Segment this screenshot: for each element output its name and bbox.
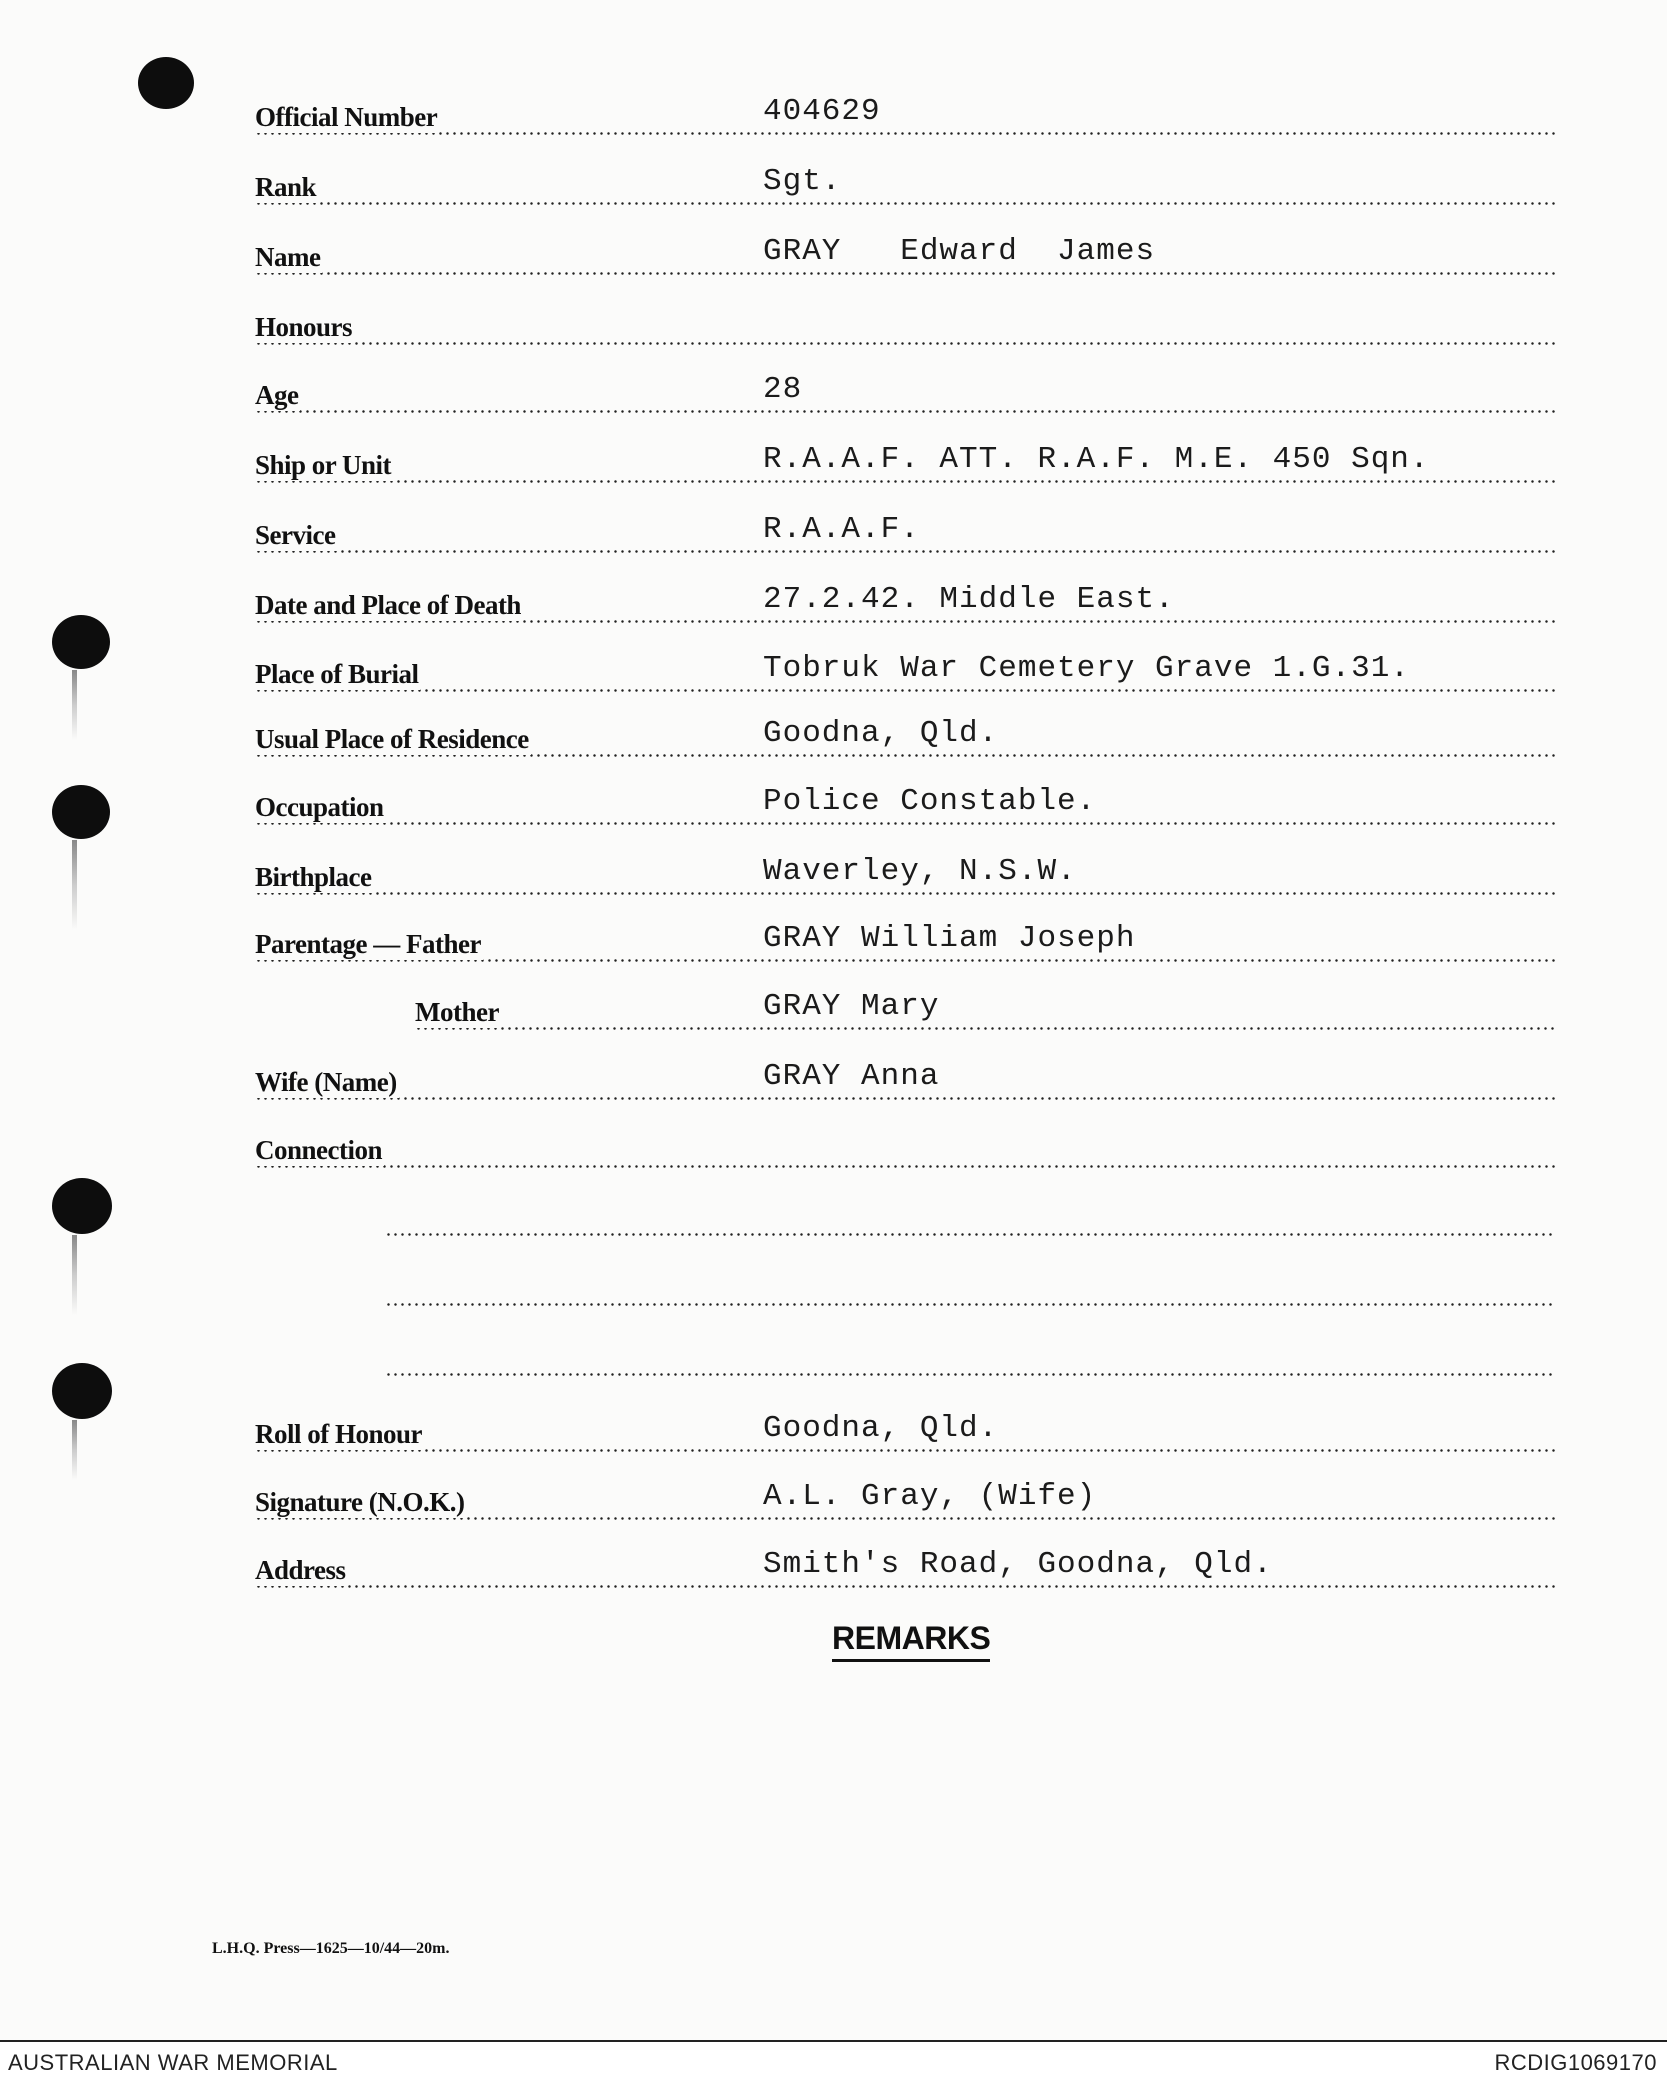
field-value: Goodna, Qld.	[763, 716, 999, 751]
field-value: Goodna, Qld.	[763, 1411, 999, 1446]
field-honours	[255, 305, 1555, 345]
dotted-leader	[255, 1585, 1555, 1588]
dotted-leader	[255, 410, 1555, 413]
dotted-leader	[255, 1449, 1555, 1452]
blank-line	[385, 1303, 1555, 1306]
field-label: Age	[255, 380, 299, 410]
field-name	[255, 235, 1555, 275]
field-value: GRAY Anna	[763, 1059, 940, 1094]
punch-hole-icon	[52, 1178, 112, 1234]
field-value: GRAY William Joseph	[763, 921, 1136, 956]
field-label: Name	[255, 242, 321, 272]
field-label: Parentage — Father	[255, 929, 481, 959]
field-label: Ship or Unit	[255, 450, 392, 480]
field-value: 27.2.42. Middle East.	[763, 582, 1175, 617]
field-label: Date and Place of Death	[255, 590, 521, 620]
field-value: Waverley, N.S.W.	[763, 854, 1077, 889]
field-date-place-of-death	[255, 583, 1555, 623]
field-value: Police Constable.	[763, 784, 1097, 819]
blank-line	[385, 1373, 1555, 1376]
field-father	[255, 922, 1555, 962]
dotted-leader	[255, 550, 1555, 553]
field-official-number	[255, 95, 1555, 135]
field-value: R.A.A.F. ATT. R.A.F. M.E. 450 Sqn.	[763, 442, 1430, 477]
punch-hole-icon	[138, 57, 194, 109]
field-label: Connection	[255, 1135, 383, 1165]
field-label: Rank	[255, 172, 317, 202]
dotted-leader	[255, 689, 1555, 692]
scan-streak	[72, 1420, 77, 1480]
field-label: Occupation	[255, 792, 384, 822]
dotted-leader	[255, 480, 1555, 483]
dotted-leader	[255, 202, 1555, 205]
field-birthplace	[255, 855, 1555, 895]
field-label: Place of Burial	[255, 659, 419, 689]
field-rank	[255, 165, 1555, 205]
field-value: GRAY Edward James	[763, 234, 1156, 269]
dotted-leader	[255, 342, 1555, 345]
dotted-leader	[255, 892, 1555, 895]
punch-hole-icon	[52, 615, 110, 669]
dotted-leader	[255, 1165, 1555, 1168]
remarks-heading: REMARKS	[832, 1620, 990, 1662]
field-label: Roll of Honour	[255, 1419, 423, 1449]
field-label: Official Number	[255, 102, 438, 132]
dotted-leader	[255, 1097, 1555, 1100]
field-age	[255, 373, 1555, 413]
scan-streak	[72, 1235, 77, 1315]
field-place-of-burial	[255, 652, 1555, 692]
dotted-leader	[415, 1027, 1555, 1030]
field-value: R.A.A.F.	[763, 512, 920, 547]
footer-record-id: RCDIG1069170	[1494, 2050, 1657, 2075]
field-address	[255, 1548, 1555, 1588]
field-service	[255, 513, 1555, 553]
field-usual-residence	[255, 717, 1555, 757]
field-connection	[255, 1128, 1555, 1168]
dotted-leader	[255, 132, 1555, 135]
field-label: Birthplace	[255, 862, 372, 892]
punch-hole-icon	[52, 1363, 112, 1419]
field-label: Usual Place of Residence	[255, 724, 529, 754]
field-value: 404629	[763, 94, 881, 129]
field-value: Smith's Road, Goodna, Qld.	[763, 1547, 1273, 1582]
field-value: 28	[763, 372, 803, 407]
field-mother	[255, 990, 1555, 1030]
footer-institution: AUSTRALIAN WAR MEMORIAL	[8, 2050, 338, 2075]
field-wife	[255, 1060, 1555, 1100]
field-label: Service	[255, 520, 336, 550]
scan-streak	[72, 670, 77, 740]
field-roll-of-honour	[255, 1412, 1555, 1452]
field-label: Honours	[255, 312, 353, 342]
dotted-leader	[255, 822, 1555, 825]
field-ship-or-unit	[255, 443, 1555, 483]
scan-streak	[72, 840, 77, 930]
field-value: Sgt.	[763, 164, 842, 199]
field-occupation	[255, 785, 1555, 825]
blank-line	[385, 1233, 1555, 1236]
dotted-leader	[255, 272, 1555, 275]
field-label: Mother	[415, 997, 499, 1027]
field-signature	[255, 1480, 1555, 1520]
printer-imprint: L.H.Q. Press—1625—10/44—20m.	[212, 1940, 450, 1957]
field-value: GRAY Mary	[763, 989, 940, 1024]
punch-hole-icon	[52, 785, 110, 839]
field-value: Tobruk War Cemetery Grave 1.G.31.	[763, 651, 1410, 686]
field-label: Address	[255, 1555, 346, 1585]
field-label: Wife (Name)	[255, 1067, 397, 1097]
field-label: Signature (N.O.K.)	[255, 1487, 465, 1517]
field-value: A.L. Gray, (Wife)	[763, 1479, 1097, 1514]
